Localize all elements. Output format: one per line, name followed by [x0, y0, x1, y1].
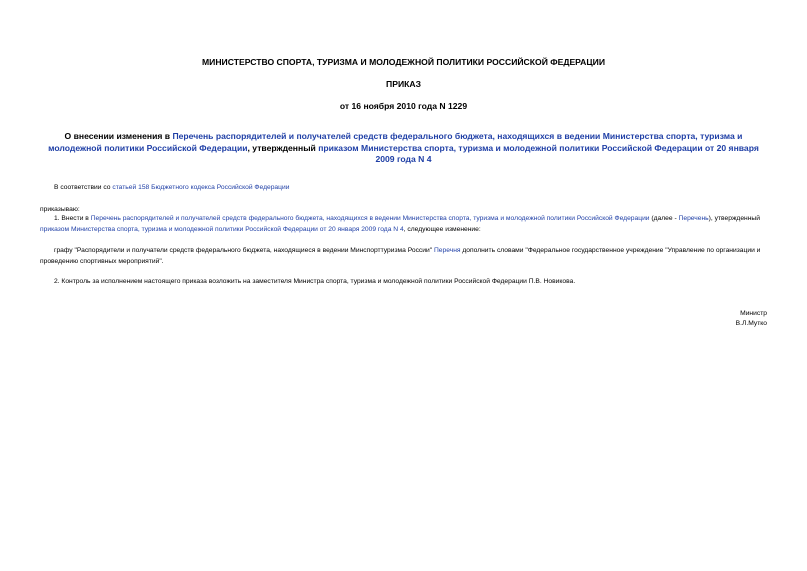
change-text-1: графу "Распорядители и получатели средств федерального бюджета, находящиеся в ведении Минспорттуризма России" — [54, 247, 434, 254]
doc-type-heading: ПРИКАЗ — [386, 79, 421, 89]
item-2-paragraph: 2. Контроль за исполнением настоящего приказа возложить на заместителя Министра спорта, туризма и молодежной политики Российской Федерации П.В. Новикова. — [54, 278, 576, 285]
basis-link-budget-code[interactable]: статьей 158 Бюджетного кодекса Российской Федерации — [112, 184, 290, 191]
change-paragraph — [40, 245, 768, 267]
date-number-heading: от 16 ноября 2010 года N 1229 — [339, 101, 468, 111]
item1-link-order[interactable]: приказом Министерства спорта, туризма и молодежной политики Российской Федерации от 20 января 2009 года N 4 — [40, 226, 404, 233]
item1-link-list-short[interactable]: Перечень — [678, 215, 709, 222]
item1-text-4: , следующее изменение: — [403, 226, 481, 233]
basis-paragraph — [54, 182, 289, 193]
document-title — [48, 131, 759, 166]
title-text-1: О внесении изменения в — [64, 131, 173, 141]
basis-text: В соответствии со — [54, 184, 113, 191]
item1-text-1: 1. Внести в — [54, 215, 91, 222]
signature-position: Министр — [740, 310, 767, 317]
ministry-heading: МИНИСТЕРСТВО СПОРТА, ТУРИЗМА И МОЛОДЕЖНОЙ ПОЛИТИКИ РОССИЙСКОЙ ФЕДЕРАЦИИ — [202, 57, 605, 67]
item1-text-2: (далее - — [649, 215, 679, 222]
change-text-2: дополнить словами "Федеральное государственное учреждение "Управление по организации и проведению спортивных мероприятий". — [40, 247, 761, 265]
title-link-order[interactable]: приказом Министерства спорта, туризма и молодежной политики Российской Федерации от 20 января 2009 года N 4 — [318, 142, 759, 164]
signature-name: В.Л.Мутко — [735, 320, 767, 327]
item1-link-list[interactable]: Перечень распорядителей и получателей средств федерального бюджета, находящихся в ведении Министерства спорта, туризма и молодежной политики Российской Федерации — [90, 215, 650, 222]
order-word: приказываю: — [40, 206, 80, 213]
title-link-list[interactable]: Перечень распорядителей и получателей средств федерального бюджета, находящихся в ведении Министерства спорта, туризма и молодежной политики Российской Федерации — [48, 131, 743, 153]
item-1-paragraph — [40, 213, 768, 235]
change-link-list[interactable]: Перечня — [433, 247, 461, 254]
item1-text-3: ), утвержденный — [708, 215, 760, 222]
title-text-2: , утвержденный — [247, 142, 319, 153]
